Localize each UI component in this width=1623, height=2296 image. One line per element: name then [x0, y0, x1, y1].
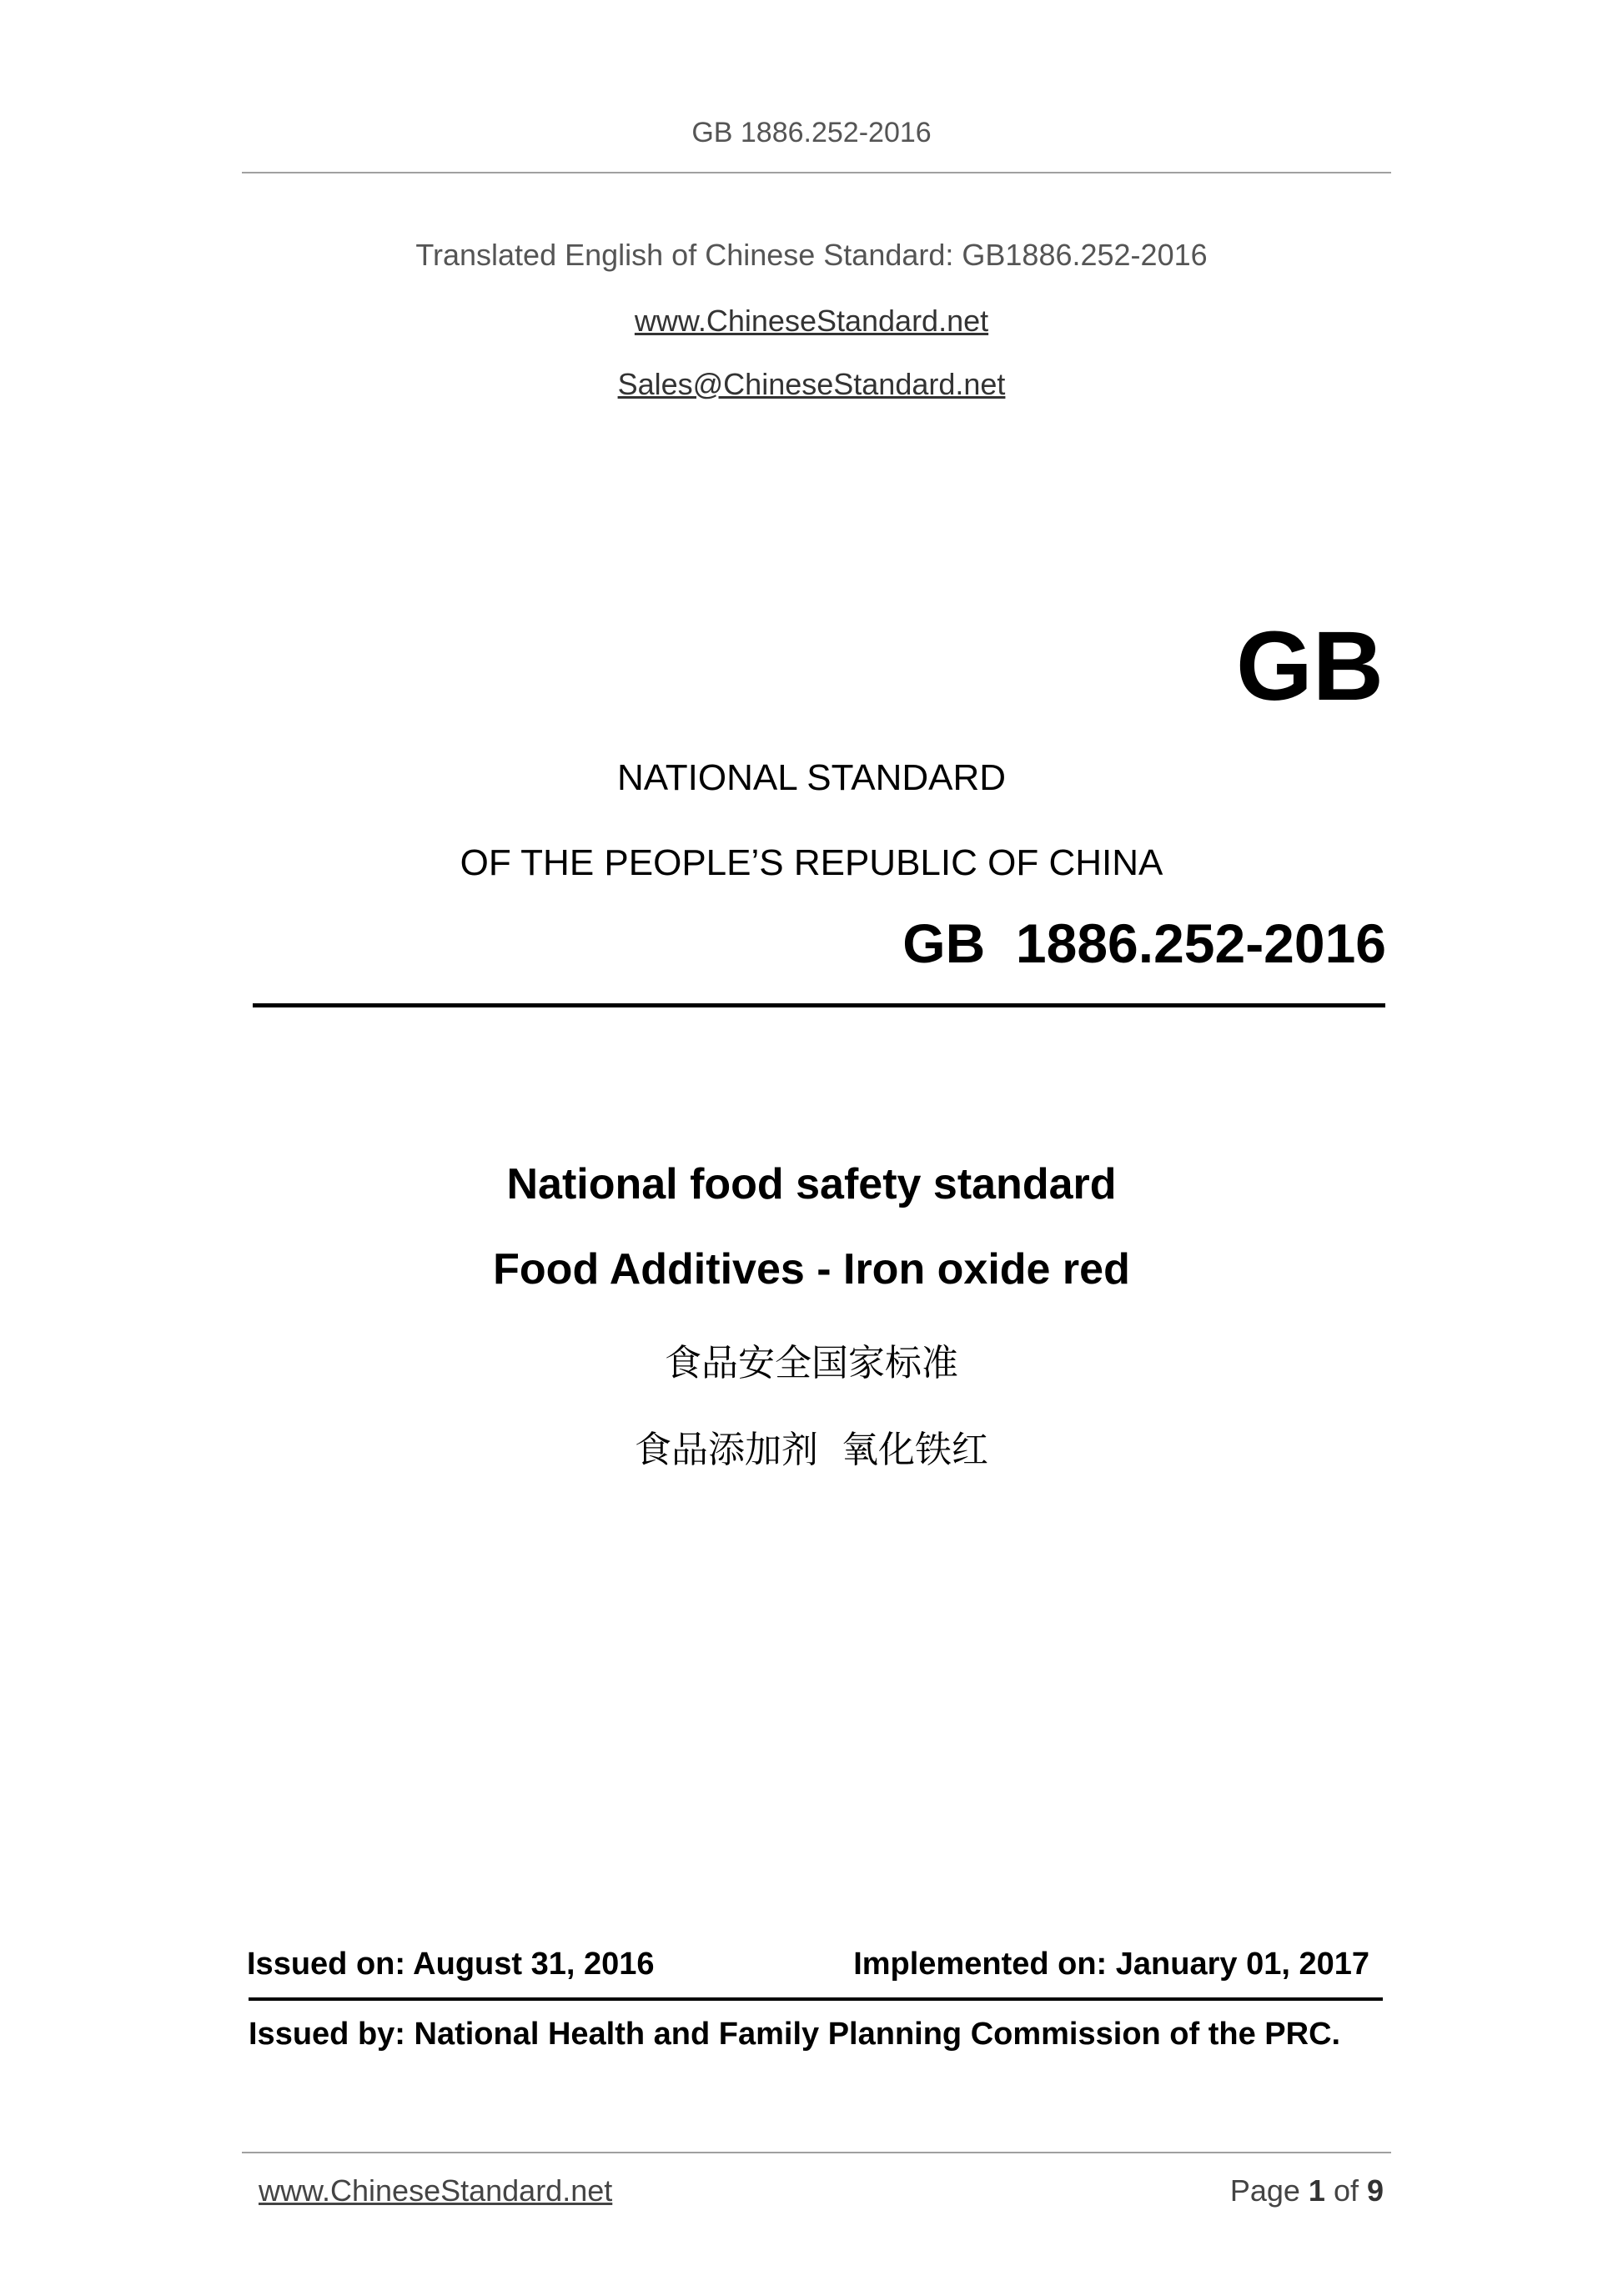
title-en-line1: National food safety standard	[506, 1160, 1117, 1208]
website-link-wrapper	[0, 304, 1623, 339]
page-indicator	[1230, 2173, 1384, 2208]
standard-number: GB 1886.252-2016	[902, 912, 1386, 974]
issued-on: Issued on: August 31, 2016	[247, 1947, 655, 1982]
standard-number-rule	[253, 1003, 1385, 1007]
national-standard-heading: NATIONAL STANDARD	[616, 757, 1007, 798]
gb-logo: GB	[1236, 611, 1384, 721]
running-header-title: GB 1886.252-2016	[691, 117, 932, 148]
header-divider	[242, 172, 1391, 173]
email-link-wrapper	[0, 367, 1623, 402]
dates-divider	[249, 1997, 1383, 2001]
page-prefix: Page	[1229, 2173, 1309, 2208]
page-of: of	[1324, 2173, 1367, 2208]
email-link[interactable]: Sales@ChineseStandard.net	[617, 367, 1006, 401]
implemented-on: Implemented on: January 01, 2017	[853, 1947, 1369, 1982]
issued-by: Issued by: National Health and Family Planning Commission of the PRC.	[249, 2017, 1341, 2052]
page-current: 1	[1308, 2173, 1325, 2208]
title-cn-line1: 食品安全国家标准	[665, 1342, 958, 1384]
title-cn-line2: 食品添加剂 氧化铁红	[635, 1429, 988, 1471]
translated-notice: Translated English of Chinese Standard: GB1886.252-2016	[415, 238, 1208, 272]
country-heading: OF THE PEOPLE’S REPUBLIC OF CHINA	[460, 842, 1163, 883]
website-link[interactable]: www.ChineseStandard.net	[634, 304, 989, 338]
footer-divider	[242, 2152, 1391, 2153]
footer-website-link[interactable]: www.ChineseStandard.net	[259, 2173, 613, 2208]
page-total: 9	[1366, 2173, 1384, 2208]
title-en-line2: Food Additives - Iron oxide red	[493, 1245, 1130, 1294]
